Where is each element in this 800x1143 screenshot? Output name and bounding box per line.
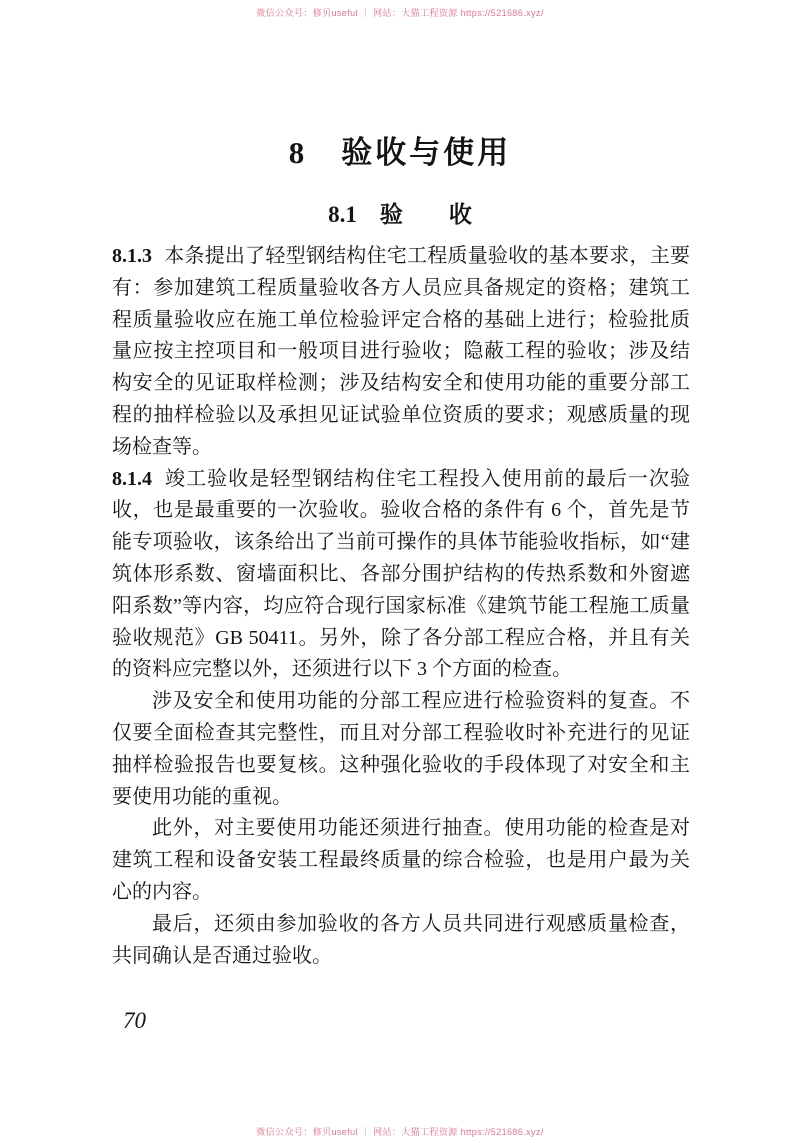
watermark-top: 微信公众号：修贝useful ｜ 网站：大猫工程资源 https://521686.xyz/ — [256, 8, 544, 18]
clause-text-8-1-3: 本条提出了轻型钢结构住宅工程质量验收的基本要求，主要有：参加建筑工程质量验收各方人员应具备规定的资格；建筑工程质量验收应在施工单位检验评定合格的基础上进行；检验批质量应按主控项目和一般项目进行验收；隐蔽工程的验收；涉及结构安全的见证取样检测；涉及结构安全和使用功能的重要分部工程的抽样检验以及承担见证试验单位资质的要求；观感质量的现场检查等。 — [112, 245, 690, 458]
clause-number-8-1-3: 8.1.3 — [112, 245, 152, 267]
clause-text-8-1-4: 竣工验收是轻型钢结构住宅工程投入使用前的最后一次验收，也是最重要的一次验收。验收合格的条件有 6 个，首先是节能专项验收，该条给出了当前可操作的具体节能验收指标，如“建筑体形系数、窗墙面积比、各部分围护结构的传热系数和外窗遮阳系数”等内容，均应符合现行国家标准《建筑节能工程施工质量验收规范》GB 50411。另外，除了各分部工程应合格，并且有关的资料应完整以外，还须进行以下 3 个方面的检查。 — [112, 467, 690, 681]
paragraph-final-appearance-check: 最后，还须由参加验收的各方人员共同进行观感质量检查，共同确认是否通过验收。 — [112, 912, 690, 967]
paragraph-8-1-4 — [112, 464, 690, 687]
paragraph-function-sampling: 此外，对主要使用功能还须进行抽查。使用功能的检查是对建筑工程和设备安装工程最终质量的综合检验，也是用户最为关心的内容。 — [112, 817, 690, 903]
paragraph-inspection-recheck: 涉及安全和使用功能的分部工程应进行检验资料的复查。不仅要全面检查其完整性，而且对分部工程验收时补充进行的见证抽样检验报告也要复核。这种强化验收的手段体现了对安全和主要使用功能的重视。 — [112, 690, 690, 808]
section-title: 8.1 验 收 — [328, 202, 472, 227]
page-number: 70 — [123, 1008, 146, 1033]
clause-number-8-1-4: 8.1.4 — [112, 467, 152, 490]
chapter-title: 8 验收与使用 — [288, 135, 512, 170]
paragraph-8-1-3 — [112, 241, 690, 464]
watermark-bottom: 微信公众号：修贝useful ｜ 网站：大猫工程资源 https://521686.xyz/ — [256, 1127, 544, 1137]
body-text — [112, 241, 690, 972]
